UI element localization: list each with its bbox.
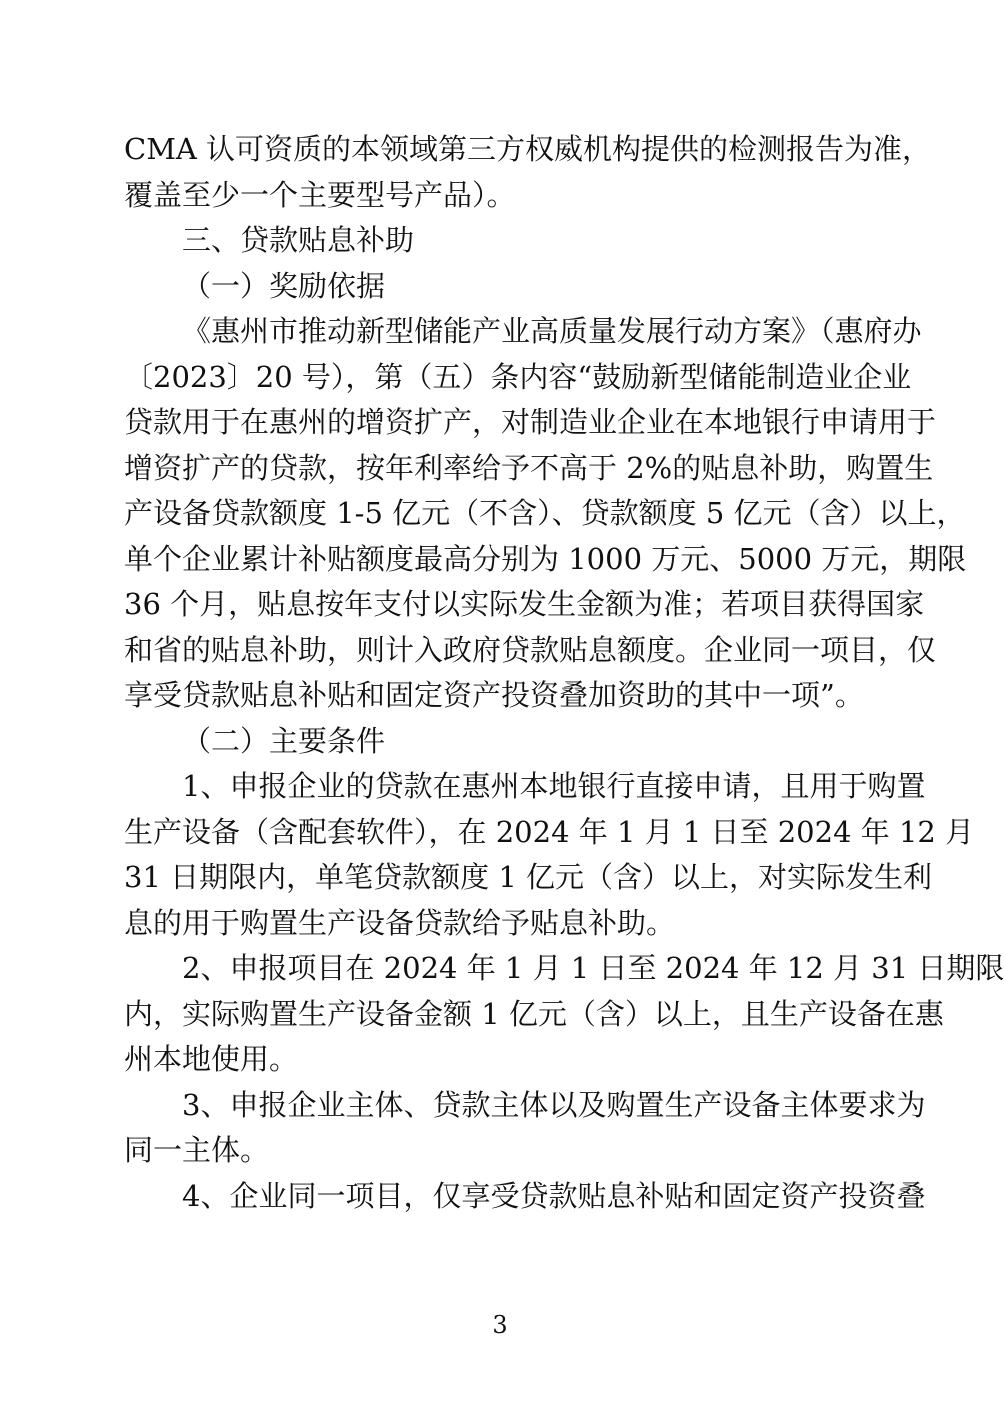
page-number: 3 xyxy=(492,1311,508,1339)
text-line-12: 和省的贴息补助，则计入政府贷款贴息额度。企业同一项目，仅 xyxy=(124,632,937,667)
body-text xyxy=(124,127,1004,1219)
text-line-2: 覆盖至少一个主要型号产品）。 xyxy=(124,177,516,212)
text-line-6: 〔2023〕20 号），第（五）条内容“鼓励新型储能制造业企业 xyxy=(124,359,912,394)
text-line-23: 同一主体。 xyxy=(124,1133,270,1167)
text-line-17: 31 日期限内，单笔贷款额度 1 亿元（含）以上，对实际发生利 xyxy=(124,860,933,894)
text-line-20: 内，实际购置生产设备金额 1 亿元（含）以上，且生产设备在惠 xyxy=(124,996,944,1031)
text-line-15: 1、申报企业的贷款在惠州本地银行直接申请，且用于购置 xyxy=(182,769,926,803)
text-line-7: 贷款用于在惠州的增资扩产，对制造业企业在本地银行申请用于 xyxy=(124,405,937,439)
text-line-19: 2、申报项目在 2024 年 1 月 1 日至 2024 年 12 月 31 日期限 xyxy=(182,951,1004,985)
subheading-main-conditions: （二）主要条件 xyxy=(182,723,386,758)
text-line-24: 4、企业同一项目，仅享受贷款贴息补贴和固定资产投资叠 xyxy=(182,1178,926,1213)
text-line-22: 3、申报企业主体、贷款主体以及购置生产设备主体要求为 xyxy=(182,1087,926,1122)
text-line-13: 享受贷款贴息补贴和固定资产投资叠加资助的其中一项”。 xyxy=(124,678,864,712)
text-line-5: 《惠州市推动新型储能产业高质量发展行动方案》（惠府办 xyxy=(182,314,922,348)
subheading-reward-basis: （一）奖励依据 xyxy=(182,268,386,303)
text-line-11: 36 个月，贴息按年支付以实际发生金额为准；若项目获得国家 xyxy=(124,587,925,621)
text-line-9: 产设备贷款额度 1-5 亿元（不含）、贷款额度 5 亿元（含）以上， xyxy=(124,496,966,530)
text-line-18: 息的用于购置生产设备贷款给予贴息补助。 xyxy=(124,905,676,940)
text-line-10: 单个企业累计补贴额度最高分别为 1000 万元、5000 万元，期限 xyxy=(124,541,967,576)
text-line-21: 州本地使用。 xyxy=(124,1042,299,1076)
text-line-8: 增资扩产的贷款，按年利率给予不高于 2%的贴息补助，购置生 xyxy=(124,450,934,485)
text-line-16: 生产设备（含配套软件），在 2024 年 1 月 1 日至 2024 年 12 月 xyxy=(124,814,975,849)
text-line-1: CMA 认可资质的本领域第三方权威机构提供的检测报告为准， xyxy=(124,132,932,166)
section-heading-loan-subsidy: 三、贷款贴息补助 xyxy=(182,223,415,257)
